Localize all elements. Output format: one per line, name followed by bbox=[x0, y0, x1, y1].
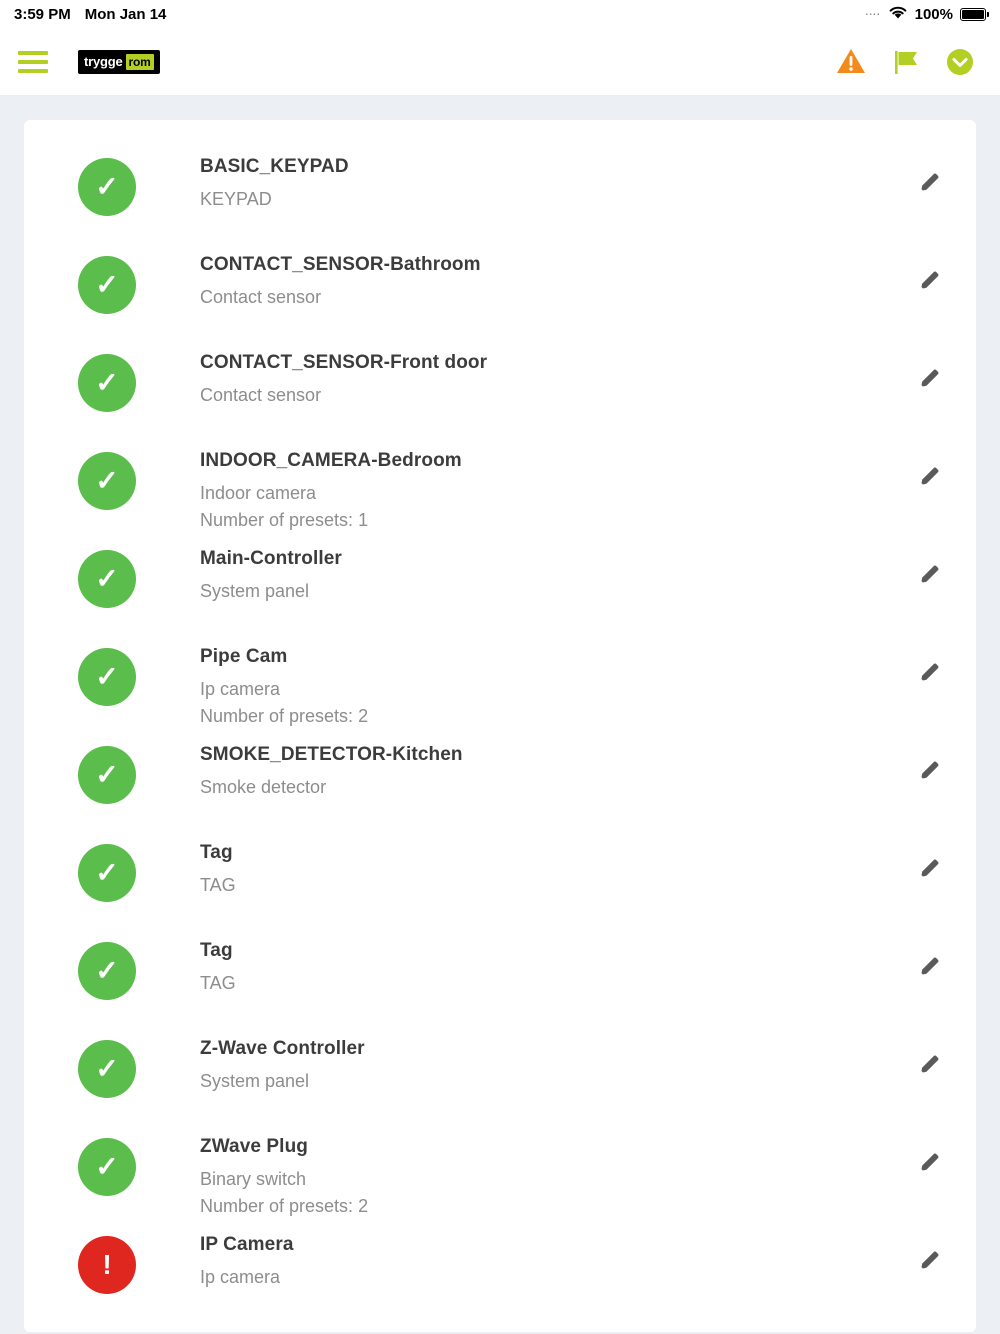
device-name: Tag bbox=[200, 940, 233, 961]
device-type: Contact sensor bbox=[200, 287, 322, 307]
pencil-edit-icon[interactable] bbox=[918, 338, 942, 390]
status-badge-glyph: ✓ bbox=[95, 1053, 119, 1084]
status-badge-glyph: ✓ bbox=[95, 269, 119, 300]
device-info bbox=[200, 1024, 918, 1095]
status-badge-glyph: ✓ bbox=[95, 857, 119, 888]
status-ok-icon bbox=[78, 354, 136, 412]
warning-triangle-icon[interactable] bbox=[836, 48, 866, 75]
pencil-edit-icon[interactable] bbox=[918, 1220, 942, 1272]
device-list-item[interactable] bbox=[24, 828, 976, 926]
hamburger-menu-icon[interactable] bbox=[18, 51, 48, 73]
device-name: CONTACT_SENSOR-Front door bbox=[200, 352, 488, 373]
device-list-item[interactable] bbox=[24, 1122, 976, 1220]
device-type: System panel bbox=[200, 1071, 310, 1091]
device-name: Pipe Cam bbox=[200, 646, 288, 667]
app-logo bbox=[78, 50, 160, 74]
device-type: Contact sensor bbox=[200, 385, 322, 405]
device-preset-count: Number of presets: 2 bbox=[200, 706, 369, 726]
device-type: System panel bbox=[200, 581, 310, 601]
device-type: Ip camera bbox=[200, 1267, 281, 1287]
device-info bbox=[200, 632, 918, 730]
device-name: ZWave Plug bbox=[200, 1136, 308, 1157]
app-header bbox=[0, 28, 1000, 96]
status-badge-glyph: ✓ bbox=[95, 465, 119, 496]
status-ok-icon bbox=[78, 452, 136, 510]
status-badge-glyph: ✓ bbox=[95, 563, 119, 594]
status-ok-icon bbox=[78, 158, 136, 216]
device-info bbox=[200, 534, 918, 605]
wifi-icon bbox=[888, 5, 908, 24]
device-list-item[interactable] bbox=[24, 1024, 976, 1122]
device-info bbox=[200, 240, 918, 311]
pencil-edit-icon[interactable] bbox=[918, 730, 942, 782]
device-name: Main-Controller bbox=[200, 548, 342, 569]
device-info bbox=[200, 828, 918, 899]
status-ok-icon bbox=[78, 746, 136, 804]
device-list-item[interactable] bbox=[24, 534, 976, 632]
device-list-item[interactable] bbox=[24, 338, 976, 436]
battery-percentage: 100% bbox=[914, 5, 953, 23]
device-list-item[interactable] bbox=[24, 730, 976, 828]
pencil-edit-icon[interactable] bbox=[918, 436, 942, 488]
device-type: Indoor camera bbox=[200, 483, 317, 503]
device-info bbox=[200, 926, 918, 997]
device-info bbox=[200, 730, 918, 801]
device-list-item[interactable] bbox=[24, 926, 976, 1024]
status-badge-glyph: ! bbox=[102, 1249, 112, 1280]
pencil-edit-icon[interactable] bbox=[918, 1122, 942, 1174]
device-info bbox=[200, 142, 918, 213]
device-type: Ip camera bbox=[200, 679, 281, 699]
status-badge-glyph: ✓ bbox=[95, 171, 119, 202]
pencil-edit-icon[interactable] bbox=[918, 632, 942, 684]
device-name: IP Camera bbox=[200, 1234, 294, 1255]
device-preset-count: Number of presets: 2 bbox=[200, 1196, 369, 1216]
status-ok-icon bbox=[78, 648, 136, 706]
signal-dots-icon: .... bbox=[865, 6, 881, 18]
device-info bbox=[200, 436, 918, 534]
status-badge-glyph: ✓ bbox=[95, 759, 119, 790]
device-list-item[interactable] bbox=[24, 240, 976, 338]
status-badge-glyph: ✓ bbox=[95, 367, 119, 398]
device-type: TAG bbox=[200, 973, 236, 993]
status-ok-icon bbox=[78, 256, 136, 314]
pencil-edit-icon[interactable] bbox=[918, 240, 942, 292]
status-ok-icon bbox=[78, 550, 136, 608]
device-info bbox=[200, 1220, 918, 1291]
device-type: Binary switch bbox=[200, 1169, 307, 1189]
status-bar-date: Mon Jan 14 bbox=[84, 5, 167, 23]
status-ok-icon bbox=[78, 1040, 136, 1098]
status-badge-glyph: ✓ bbox=[95, 955, 119, 986]
battery-icon bbox=[960, 8, 986, 21]
status-badge-glyph: ✓ bbox=[95, 1151, 119, 1182]
pencil-edit-icon[interactable] bbox=[918, 142, 942, 194]
status-bar bbox=[0, 0, 1000, 28]
pencil-edit-icon[interactable] bbox=[918, 534, 942, 586]
chevron-down-icon[interactable] bbox=[946, 48, 974, 76]
device-name: INDOOR_CAMERA-Bedroom bbox=[200, 450, 462, 471]
device-name: Tag bbox=[200, 842, 233, 863]
device-type: TAG bbox=[200, 875, 236, 895]
device-name: Z-Wave Controller bbox=[200, 1038, 365, 1059]
flag-icon[interactable] bbox=[892, 48, 920, 76]
device-preset-count: Number of presets: 1 bbox=[200, 510, 369, 530]
device-list-item[interactable] bbox=[24, 632, 976, 730]
status-bar-time: 3:59 PM bbox=[14, 5, 71, 23]
device-name: SMOKE_DETECTOR-Kitchen bbox=[200, 744, 463, 765]
device-name: BASIC_KEYPAD bbox=[200, 156, 349, 177]
pencil-edit-icon[interactable] bbox=[918, 1024, 942, 1076]
device-list-item[interactable] bbox=[24, 436, 976, 534]
device-type: KEYPAD bbox=[200, 189, 272, 209]
logo-text: trygge bbox=[84, 54, 123, 69]
device-list-card bbox=[24, 120, 976, 1332]
status-badge-glyph: ✓ bbox=[95, 661, 119, 692]
status-alert-icon bbox=[78, 1236, 136, 1294]
pencil-edit-icon[interactable] bbox=[918, 926, 942, 978]
device-name: CONTACT_SENSOR-Bathroom bbox=[200, 254, 481, 275]
status-ok-icon bbox=[78, 1138, 136, 1196]
device-list-item[interactable] bbox=[24, 142, 976, 240]
logo-accent-text: rom bbox=[126, 54, 154, 70]
device-list-item[interactable] bbox=[24, 1220, 976, 1318]
device-info bbox=[200, 338, 918, 409]
status-ok-icon bbox=[78, 844, 136, 902]
status-ok-icon bbox=[78, 942, 136, 1000]
device-type: Smoke detector bbox=[200, 777, 327, 797]
device-list bbox=[24, 120, 976, 1318]
device-info bbox=[200, 1122, 918, 1220]
pencil-edit-icon[interactable] bbox=[918, 828, 942, 880]
